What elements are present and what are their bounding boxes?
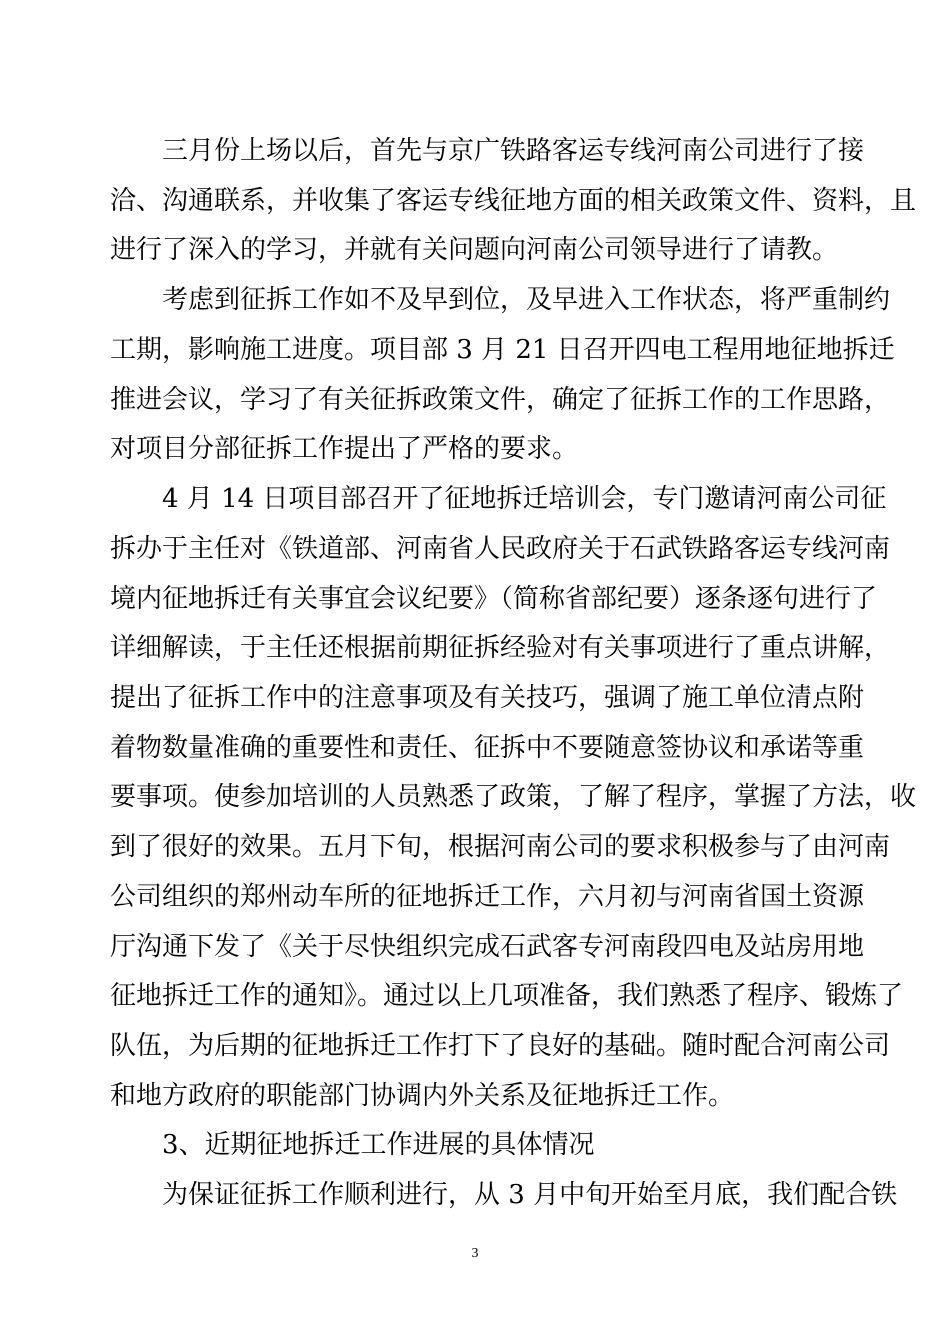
paragraph-3-line-12: 队伍，为后期的征地拆迁工作打下了良好的基础。随时配合河南公司 (110, 1031, 891, 1061)
paragraph-3-line-2: 拆办于主任对《铁道部、河南省人民政府关于石武铁路客运专线河南 (110, 534, 891, 564)
paragraph-3-line-13: 和地方政府的职能部门协调内外关系及征地拆迁工作。 (110, 1081, 735, 1111)
section-heading: 3、近期征地拆迁工作进展的具体情况 (162, 1130, 595, 1160)
paragraph-3-line-6: 着物数量准确的重要性和责任、征拆中不要随意签协议和承诺等重 (110, 733, 865, 763)
paragraph-3-line-11: 征地拆迁工作的通知》。通过以上几项准备，我们熟悉了程序、锻炼了 (110, 981, 904, 1011)
paragraph-4-line-1: 为保证征拆工作顺利进行，从 3 月中旬开始至月底，我们配合铁 (162, 1180, 898, 1210)
paragraph-3-line-1: 4 月 14 日项目部召开了征地拆迁培训会，专门邀请河南公司征 (162, 484, 887, 514)
paragraph-1-line-1: 三月份上场以后，首先与京广铁路客运专线河南公司进行了接 (162, 136, 865, 166)
paragraph-3-line-7: 要事项。使参加培训的人员熟悉了政策，了解了程序，掌握了方法，收 (110, 782, 917, 812)
paragraph-1-line-3: 进行了深入的学习，并就有关问题向河南公司领导进行了请教。 (110, 235, 839, 265)
paragraph-3-line-9: 公司组织的郑州动车所的征地拆迁工作，六月初与河南省国土资源 (110, 882, 865, 912)
paragraph-3-line-4: 详细解读，于主任还根据前期征拆经验对有关事项进行了重点讲解， (110, 633, 891, 663)
paragraph-1-line-2: 洽、沟通联系，并收集了客运专线征地方面的相关政策文件、资料，且 (110, 186, 917, 216)
page-number: 3 (471, 1246, 479, 1261)
paragraph-2-line-1: 考虑到征拆工作如不及早到位，及早进入工作状态，将严重制约 (162, 285, 891, 315)
paragraph-2-line-3: 推进会议，学习了有关征拆政策文件，确定了征拆工作的工作思路， (110, 385, 891, 415)
paragraph-3-line-10: 厅沟通下发了《关于尽快组织完成石武客专河南段四电及站房用地 (110, 932, 865, 962)
paragraph-2-line-2: 工期，影响施工进度。项目部 3 月 21 日召开四电工程用地征地拆迁 (110, 335, 895, 365)
paragraph-3-line-8: 到了很好的效果。五月下旬，根据河南公司的要求积极参与了由河南 (110, 832, 891, 862)
paragraph-3-line-3: 境内征地拆迁有关事宜会议纪要》（简称省部纪要）逐条逐句进行了 (110, 584, 878, 614)
paragraph-2-line-4: 对项目分部征拆工作提出了严格的要求。 (110, 434, 579, 464)
paragraph-3-line-5: 提出了征拆工作中的注意事项及有关技巧，强调了施工单位清点附 (110, 683, 865, 713)
